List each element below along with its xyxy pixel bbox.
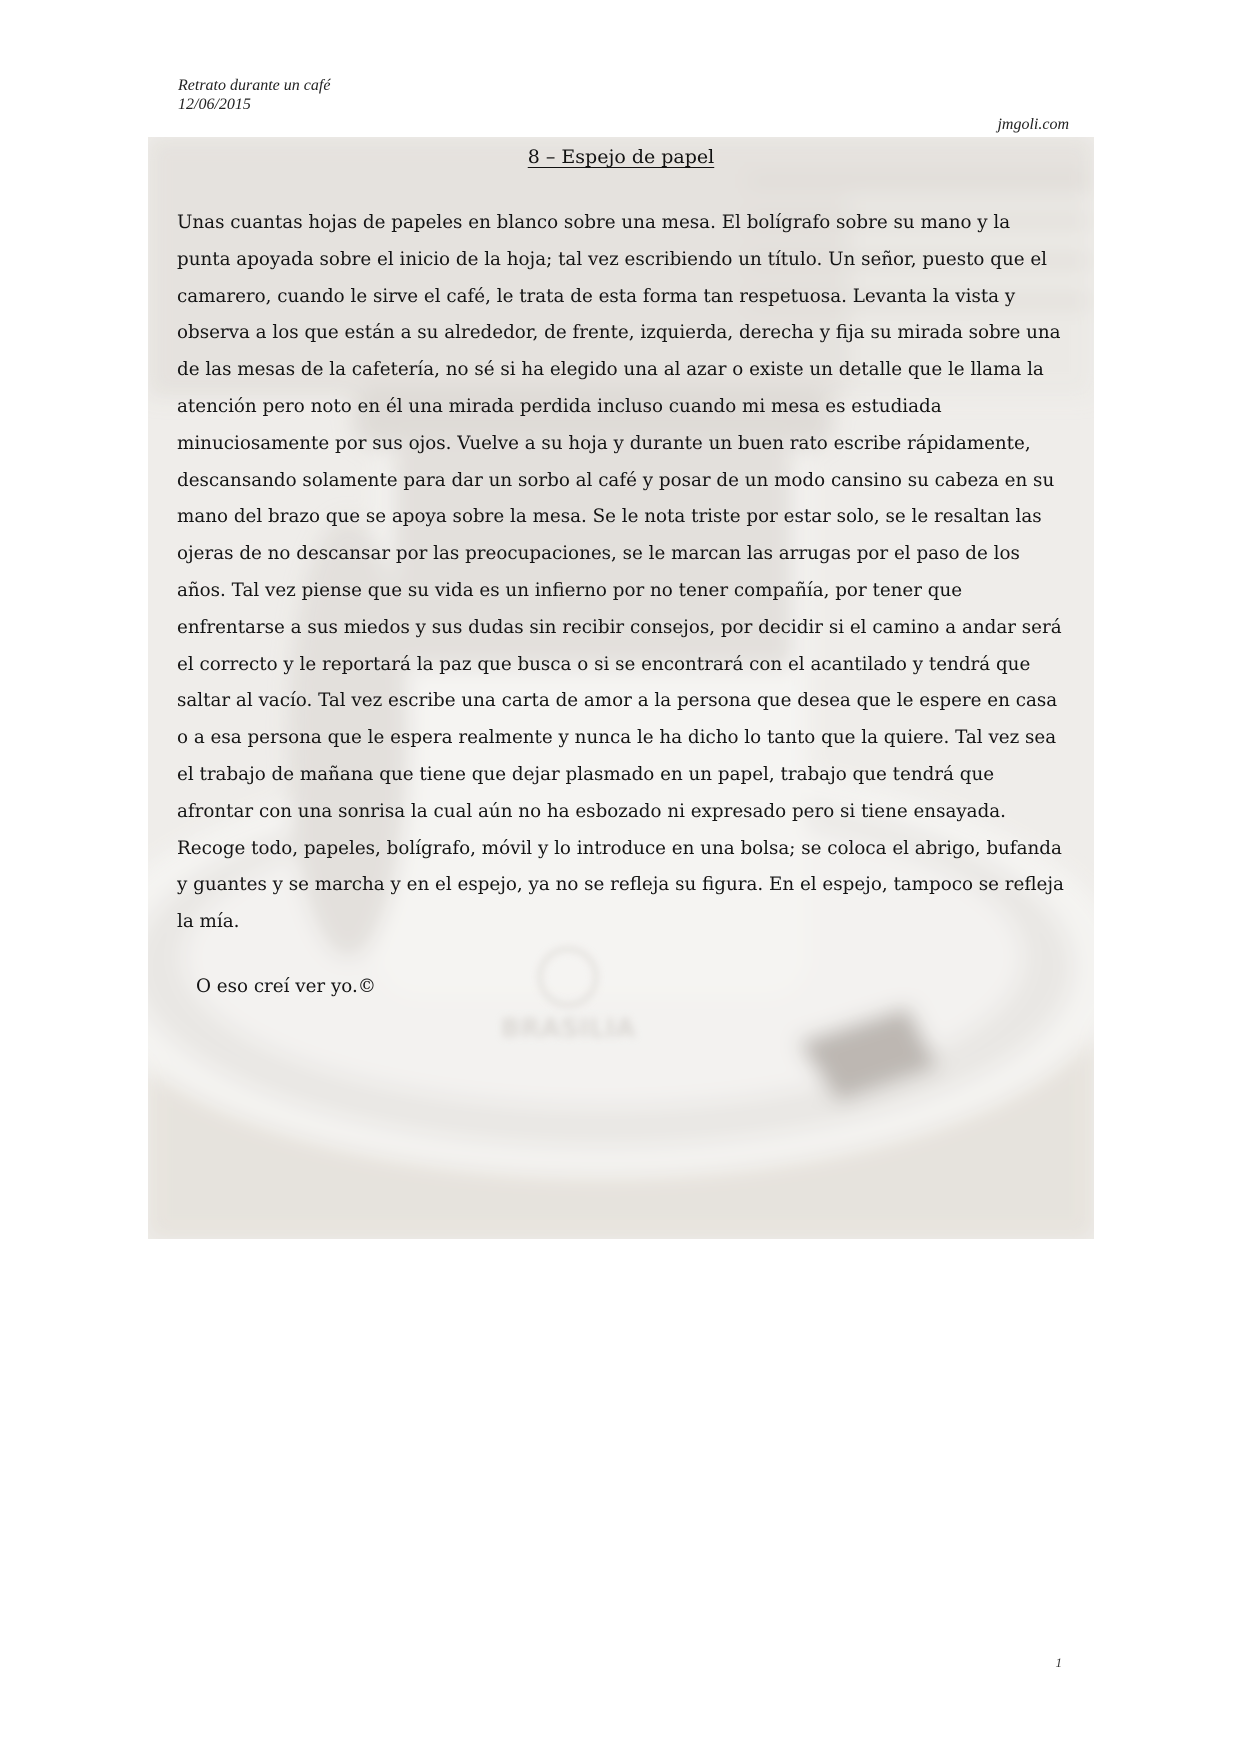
document-header <box>178 76 330 114</box>
site-name: jmgoli.com <box>997 116 1069 133</box>
story-paragraph: Unas cuantas hojas de papeles en blanco sobre una mesa. El bolígrafo sobre su mano y la punta apoyada sobre el inicio de la hoja; tal vez escribiendo un título. Un señor, puesto que el camarero, cuando le sirve el café, le trata de esta forma tan respetuosa. Levanta la vista y observa a los que están a su alrededor, de frente, izquierda, derecha y fija su mirada sobre una de las mesas de la cafetería, no sé si ha elegido una al azar o existe un detalle que le llama la atención pero noto en él una mirada perdida incluso cuando mi mesa es estudiada minuciosamente por sus ojos. Vuelve a su hoja y durante un buen rato escribe rápidamente, descansando solamente para dar un sorbo al café y posar de un modo cansino su cabeza en su mano del brazo que se apoya sobre la mesa. Se le nota triste por estar solo, se le resaltan las ojeras de no descansar por las preocupaciones, se le marcan las arrugas por el paso de los años. Tal vez piense que su vida es un infierno por no tener compañía, por tener que enfrentarse a sus miedos y sus dudas sin recibir consejos, por decidir si el camino a andar será el correcto y le reportará la paz que busca o si se encontrará con el acantilado y tendrá que saltar al vacío. Tal vez escribe una carta de amor a la persona que desea que le espere en casa o a esa persona que le espera realmente y nunca le ha dicho lo tanto que la quiere. Tal vez sea el trabajo de mañana que tiene que dejar plasmado en un papel, trabajo que tendrá que afrontar con una sonrisa la cual aún no ha esbozado ni expresado pero si tiene ensayada. Recoge todo, papeles, bolígrafo, móvil y lo introduce en una bolsa; se coloca el abrigo, bufanda y guantes y se marcha y en el espejo, ya no se refleja su figura. En el espejo, tampoco se refleja la mía. <box>177 212 1064 933</box>
page-number: 1 <box>1055 1655 1062 1670</box>
story-date: 12/06/2015 <box>178 96 251 113</box>
chapter-title: 8 – Espejo de papel <box>527 146 715 168</box>
cup-print-text: BRASILIA <box>500 1014 636 1044</box>
story-title: Retrato durante un café <box>178 77 331 94</box>
story-closing-line: O eso creí ver yo.© <box>196 976 377 997</box>
story-body <box>177 205 1067 941</box>
